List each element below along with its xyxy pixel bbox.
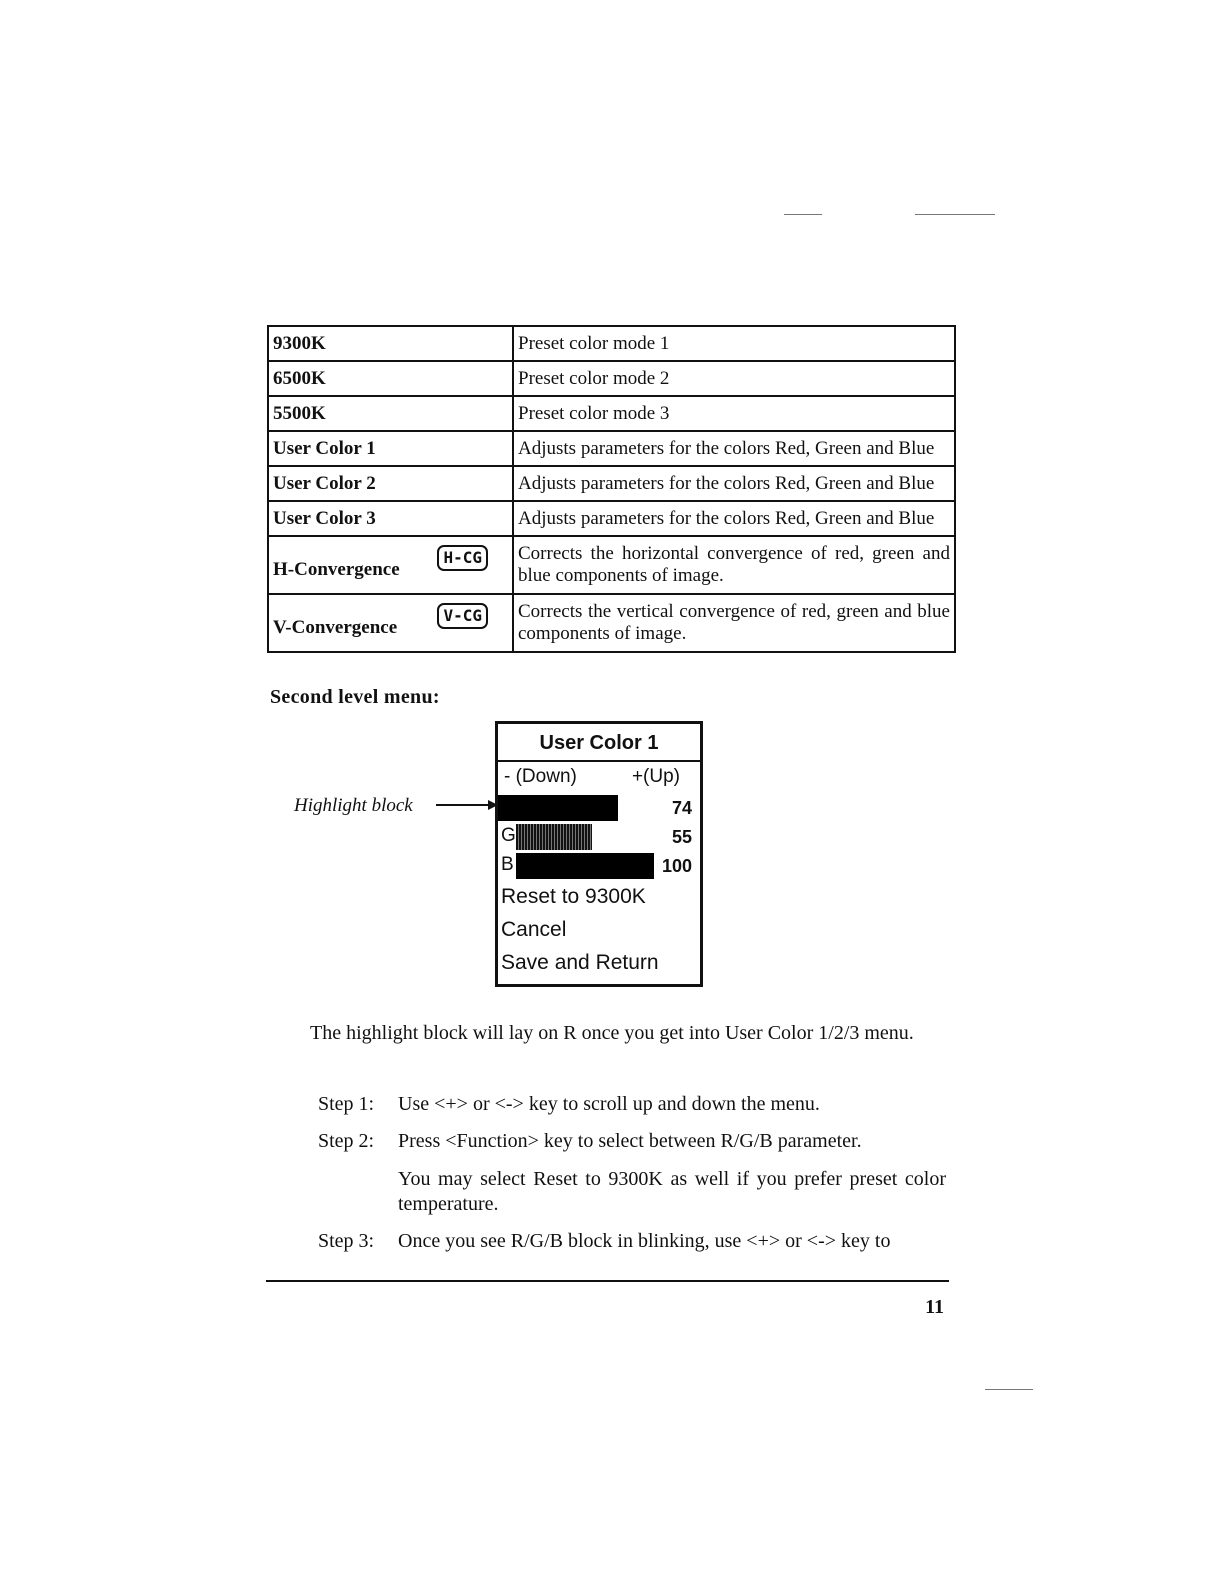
channel-label: G: [501, 825, 516, 846]
scan-speck: [915, 214, 995, 215]
page-number: 11: [925, 1296, 944, 1318]
setting-name: 9300K: [268, 326, 513, 361]
color-settings-table: [267, 325, 956, 653]
table-row: [268, 396, 955, 431]
setting-description: Preset color mode 2: [513, 361, 955, 396]
setting-description: Adjusts parameters for the colors Red, Green and Blue: [513, 431, 955, 466]
setting-description: Preset color mode 1: [513, 326, 955, 361]
channel-value: 74: [671, 798, 692, 818]
section-title: Second level menu:: [270, 686, 440, 708]
arrow-right-icon: [436, 798, 500, 812]
intro-paragraph: The highlight block will lay on R once you get into User Color 1/2/3 menu.: [310, 1022, 914, 1044]
setting-description: Adjusts parameters for the colors Red, Green and Blue: [513, 466, 955, 501]
channel-label: B: [501, 854, 514, 875]
channel-level-bar: [516, 853, 654, 879]
osd-direction-row: [498, 762, 700, 792]
setting-name: User Color 3: [268, 501, 513, 536]
down-label: - (Down): [504, 766, 577, 787]
table-row: [268, 326, 955, 361]
h-cg-icon: H-CG: [437, 545, 488, 571]
setting-name: User Color 1: [268, 431, 513, 466]
osd-channel-r[interactable]: [498, 792, 700, 821]
setting-name-cell: [268, 594, 513, 652]
setting-description: Corrects the horizontal convergence of red, green and blue components of image.: [513, 536, 955, 594]
table-row: [268, 536, 955, 594]
step-label: Step 1:: [318, 1093, 375, 1115]
channel-value: 100: [661, 856, 692, 876]
cancel-option[interactable]: Cancel: [501, 918, 567, 941]
save-and-return-option[interactable]: Save and Return: [501, 951, 659, 974]
step-text: Press <Function> key to select between R/G/B parameter.: [398, 1130, 862, 1152]
scan-speck: [784, 214, 822, 215]
highlight-block-label: Highlight block: [294, 795, 413, 816]
setting-name: H-Convergence: [273, 559, 400, 580]
setting-name: 6500K: [268, 361, 513, 396]
table-row: [268, 431, 955, 466]
setting-name: V-Convergence: [273, 617, 398, 638]
channel-level-bar: [516, 824, 592, 850]
channel-value: 55: [671, 827, 692, 847]
step-2-note: You may select Reset to 9300K as well if you prefer preset color temperature.: [398, 1168, 946, 1215]
step-text: Once you see R/G/B block in blinking, use <+> or <-> key to: [398, 1230, 891, 1252]
scan-speck: [985, 1389, 1033, 1390]
v-cg-icon: V-CG: [437, 603, 488, 629]
table-row: [268, 466, 955, 501]
setting-description: Preset color mode 3: [513, 396, 955, 431]
reset-option[interactable]: Reset to 9300K: [501, 885, 646, 908]
table-row: [268, 501, 955, 536]
setting-name-cell: [268, 536, 513, 594]
table-row: [268, 361, 955, 396]
setting-description: Adjusts parameters for the colors Red, Green and Blue: [513, 501, 955, 536]
step-label: Step 2:: [318, 1130, 375, 1152]
up-label: +(Up): [631, 766, 680, 787]
setting-name: 5500K: [268, 396, 513, 431]
step-label: Step 3:: [318, 1230, 375, 1252]
setting-name: User Color 2: [268, 466, 513, 501]
channel-level-bar: [498, 795, 618, 821]
footer-rule: [266, 1280, 949, 1282]
setting-description: Corrects the vertical convergence of red, green and blue components of image.: [513, 594, 955, 652]
osd-title: User Color 1: [498, 724, 700, 762]
table-row: [268, 594, 955, 652]
step-text: Use <+> or <-> key to scroll up and down the menu.: [398, 1093, 820, 1115]
osd-channel-b[interactable]: [498, 850, 700, 879]
osd-channel-g[interactable]: [498, 821, 700, 850]
osd-menu: [495, 721, 703, 987]
